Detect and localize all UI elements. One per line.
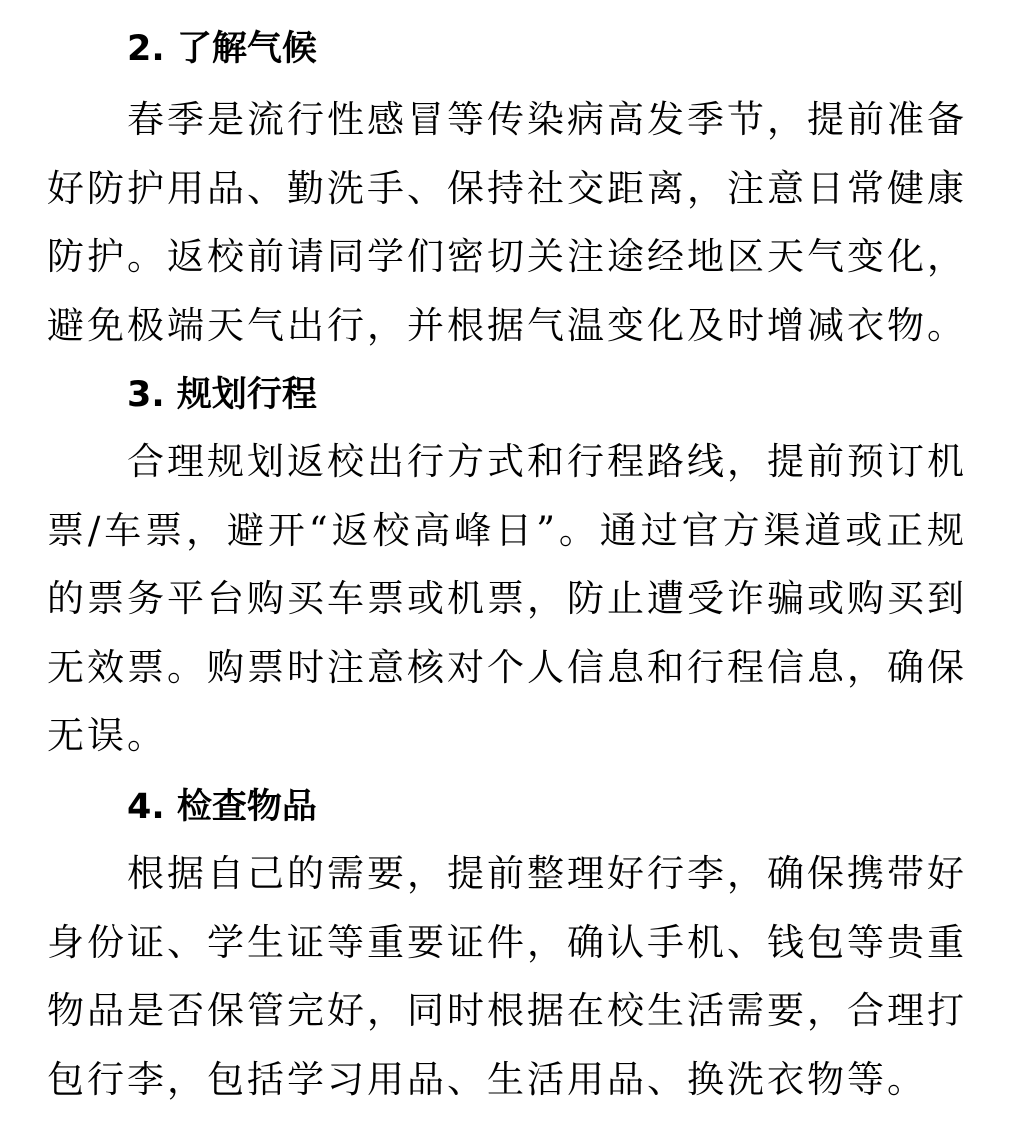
section-heading-itinerary: 3. 规划行程 (127, 375, 317, 415)
section-heading-climate: 2. 了解气候 (127, 29, 317, 69)
section-body-climate: 春季是流行性感冒等传染病高发季节，提前准备好防护用品、勤洗手、保持社交距离，注意日常健康防护。返校前请同学们密切关注途经地区天气变化，避免极端天气出行，并根据气温变化及时增减衣物。 (47, 98, 967, 347)
section-body-itinerary: 合理规划返校出行方式和行程路线，提前预订机票/车票，避开“返校高峰日”。通过官方渠道或正规的票务平台购买车票或机票，防止遭受诈骗或购买到无效票。购票时注意核对个人信息和行程信息，确保无误。 (47, 440, 967, 757)
section-body-belongings: 根据自己的需要，提前整理好行李，确保携带好身份证、学生证等重要证件，确认手机、钱包等贵重物品是否保管完好，同时根据在校生活需要，合理打包行李，包括学习用品、生活用品、换洗衣物等。 (47, 852, 967, 1101)
section-heading-belongings: 4. 检查物品 (127, 787, 317, 827)
